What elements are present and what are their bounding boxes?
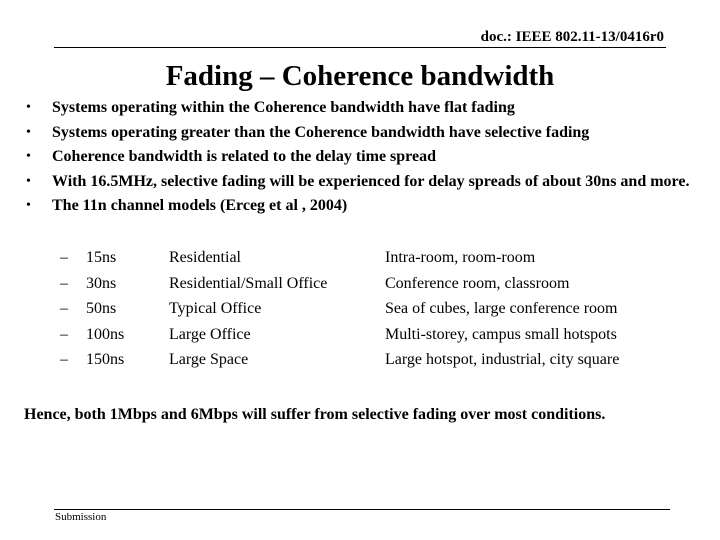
environment-cell: Typical Office [169,300,262,318]
bullet-item [24,170,704,195]
sub-bullet-dash: – [60,351,68,369]
delay-spread-cell: 30ns [86,274,117,292]
environment-cell: Residential/Small Office [169,274,328,292]
bullet-text: The 11n channel models (Erceg et al , 2004) [52,197,348,214]
header-divider [54,47,666,48]
delay-spread-cell: 100ns [86,325,125,343]
bullet-dot: • [26,173,31,189]
bullet-text: Systems operating within the Coherence bandwidth have flat fading [52,99,515,116]
bullet-item [24,145,704,170]
bullet-dot: • [26,124,31,140]
table-row [60,300,680,326]
environment-cell: Large Space [169,351,249,369]
bullet-dot: • [26,149,31,164]
bullet-text: Coherence bandwidth is related to the delay time spread [52,148,436,165]
delay-spread-cell: 50ns [86,300,117,318]
bullet-text: Systems operating greater than the Coherence bandwidth have selective fading [52,123,590,141]
delay-spread-cell: 15ns [86,249,117,266]
document-id: doc.: IEEE 802.11-13/0416r0 [480,29,664,45]
bullet-item [24,194,704,219]
table-row [60,351,680,377]
bullet-dot: • [26,198,31,213]
bullet-dot: • [26,100,31,115]
table-row [60,249,680,275]
examples-cell: Intra-room, room-room [385,249,536,266]
bullet-text: With 16.5MHz, selective fading will be experienced for delay spreads of about 30ns and more. [52,172,690,190]
bullet-list [24,96,704,219]
environment-cell: Large Office [169,325,251,343]
sub-bullet-dash: – [60,325,68,343]
table-row [60,326,680,352]
bullet-item [24,96,704,121]
examples-cell: Large hotspot, industrial, city square [385,351,620,369]
sub-bullet-dash: – [60,249,68,266]
table-row [60,275,680,301]
footer-label: Submission [55,511,107,523]
environment-cell: Residential [169,249,241,266]
examples-cell: Sea of cubes, large conference room [385,300,618,318]
conclusion-text: Hence, both 1Mbps and 6Mbps will suffer from selective fading over most conditions. [24,406,606,423]
sub-bullet-dash: – [60,300,68,318]
bullet-item [24,121,704,146]
delay-spread-cell: 150ns [86,351,125,369]
examples-cell: Conference room, classroom [385,274,570,292]
examples-cell: Multi-storey, campus small hotspots [385,325,617,343]
slide-title: Fading – Coherence bandwidth [165,60,555,92]
sub-bullet-dash: – [60,274,68,292]
channel-model-table [60,249,680,377]
footer-divider [54,509,670,510]
